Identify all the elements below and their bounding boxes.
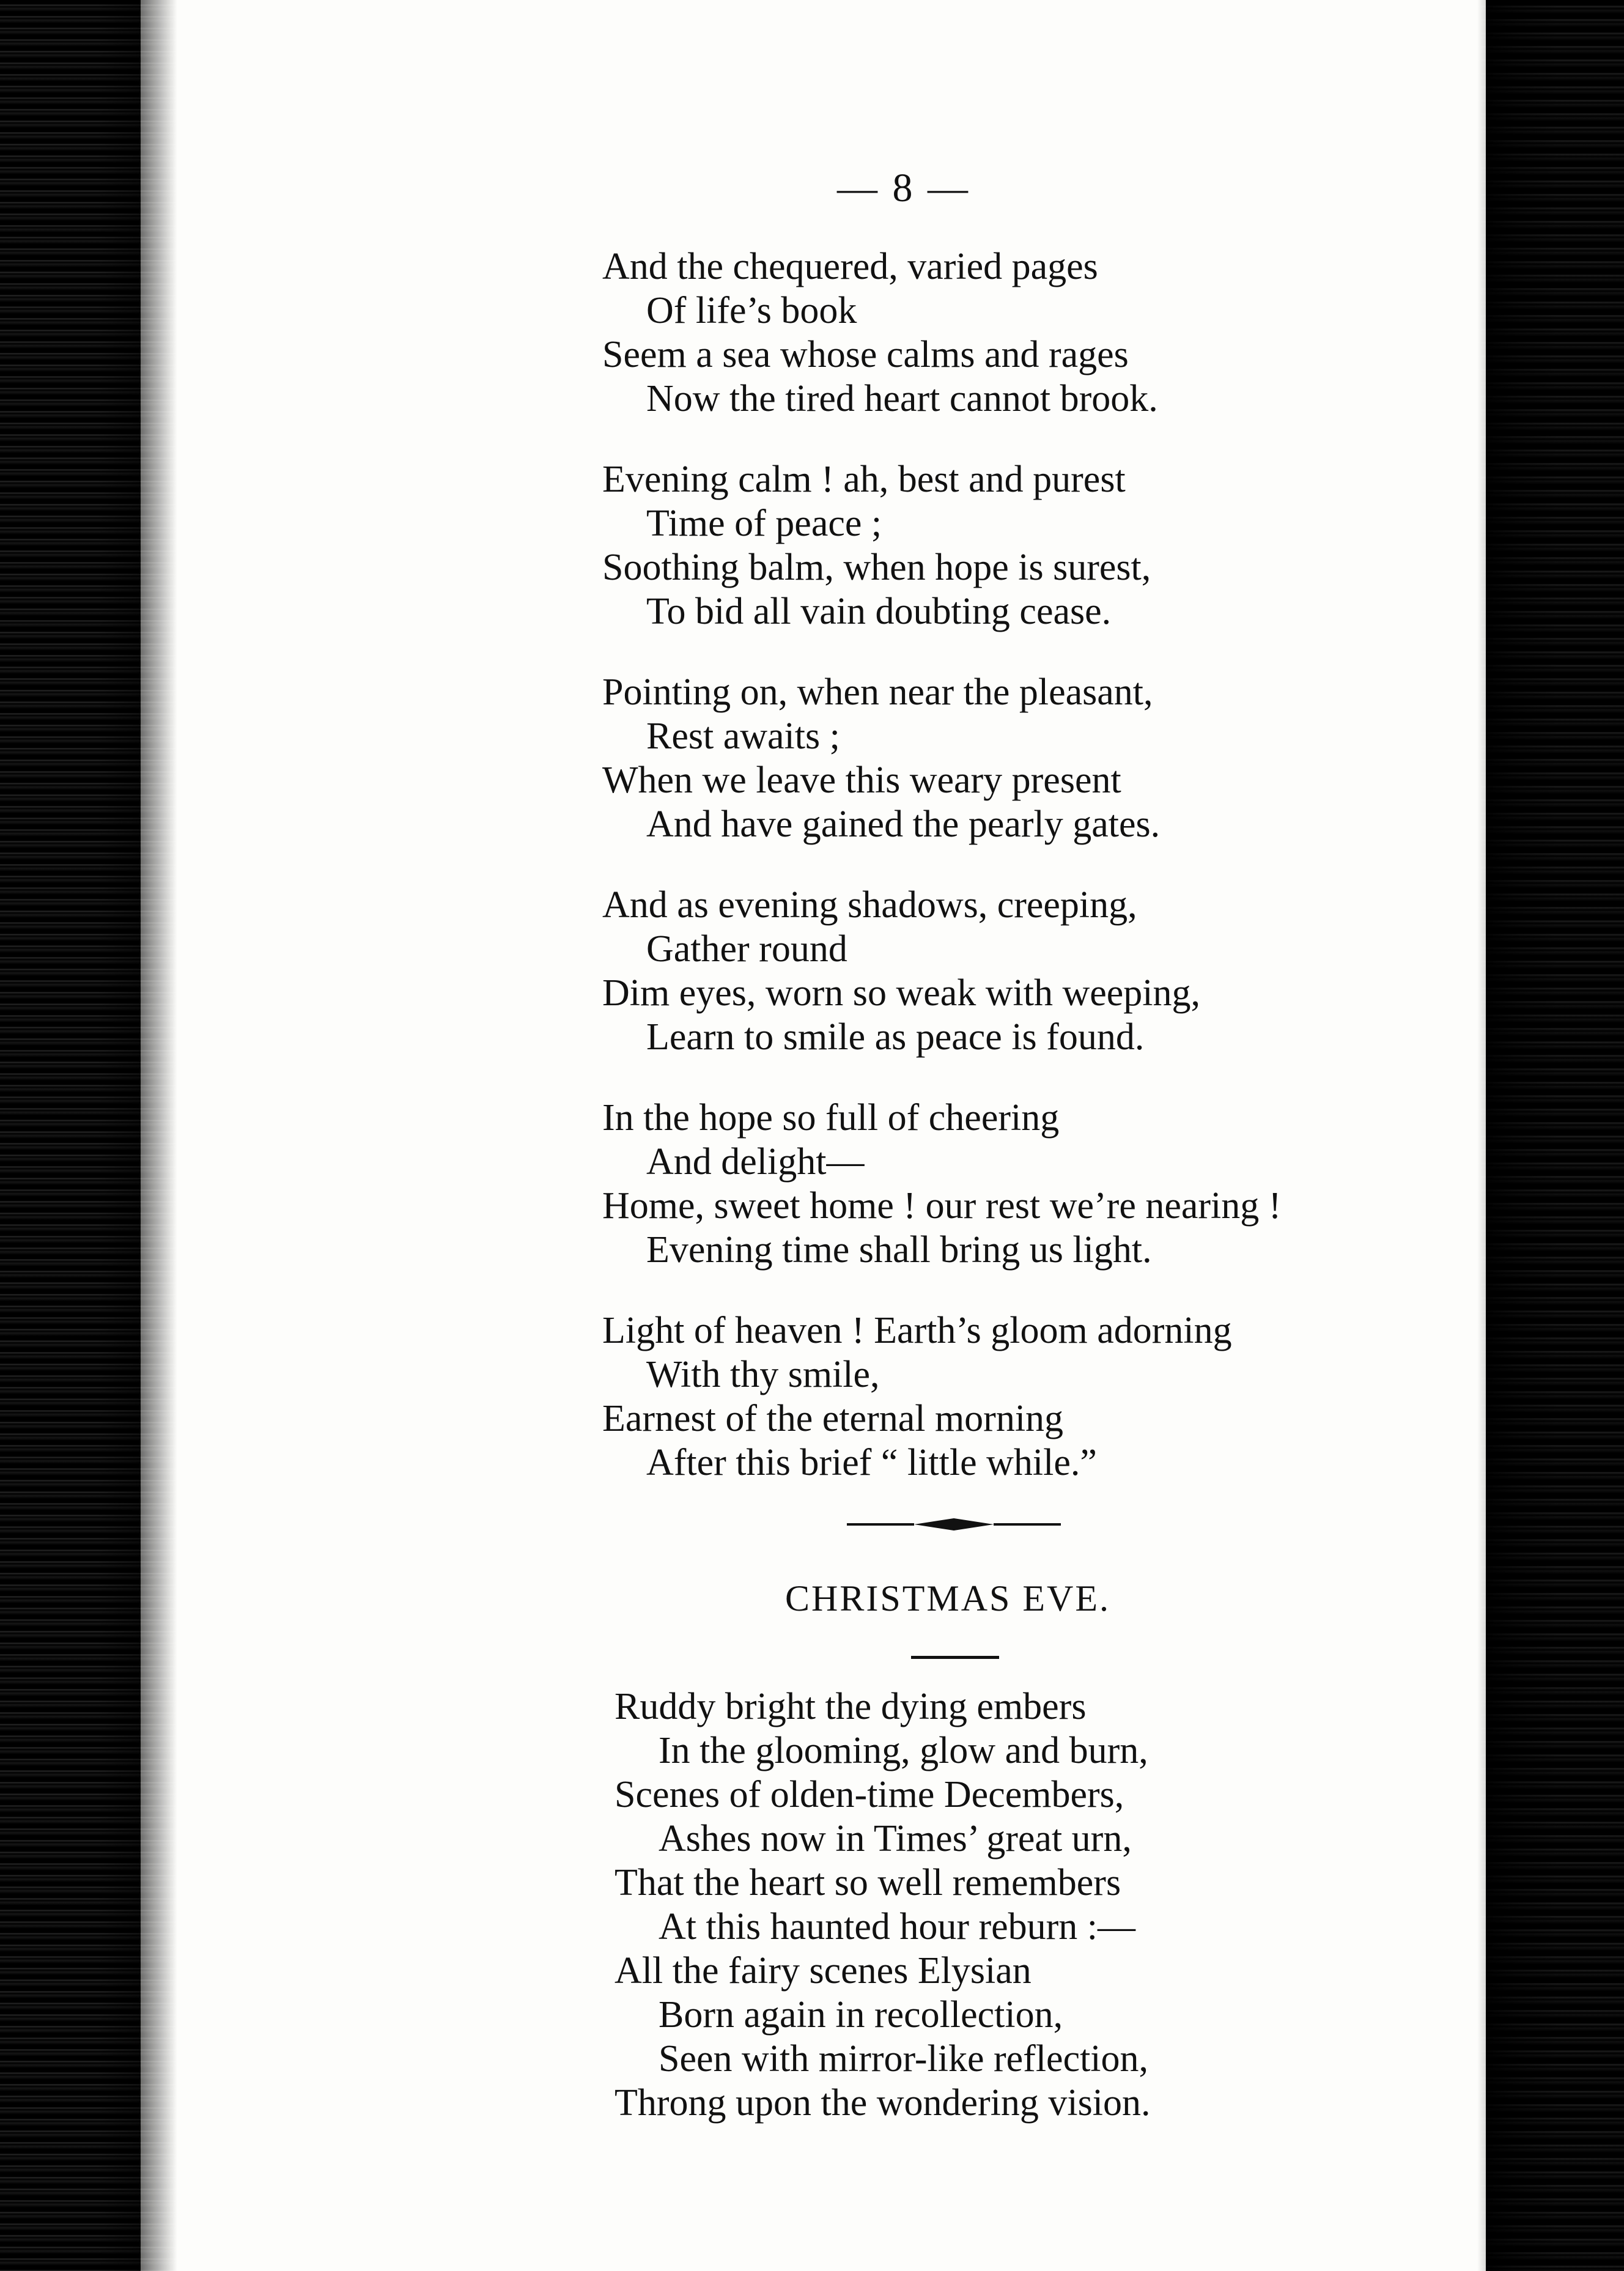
poem-line: Evening time shall bring us light. xyxy=(646,1229,1152,1271)
poem-line: Home, sweet home ! our rest we’re nearing ! xyxy=(602,1185,1282,1227)
page-number: — 8 — xyxy=(837,166,970,210)
right-scan-edge xyxy=(1477,0,1624,2271)
poem-line: In the glooming, glow and burn, xyxy=(659,1730,1148,1771)
poem-line: With thy smile, xyxy=(646,1354,880,1395)
section-divider-ornament xyxy=(847,1515,1061,1534)
poem-title: CHRISTMAS EVE. xyxy=(784,1578,1111,1619)
poem-line: All the fairy scenes Elysian xyxy=(615,1950,1032,1992)
poem-line: Now the tired heart cannot brook. xyxy=(646,378,1158,419)
poem-line: Throng upon the wondering vision. xyxy=(615,2082,1151,2124)
poem-line: After this brief “ little while.” xyxy=(646,1442,1097,1483)
poem-line: Soothing balm, when hope is surest, xyxy=(602,547,1151,588)
poem-line: Gather round xyxy=(646,928,847,970)
poem-line: And the chequered, varied pages xyxy=(602,246,1098,287)
left-scan-edge xyxy=(0,0,177,2271)
poem-line: To bid all vain doubting cease. xyxy=(646,591,1112,632)
poem-line: And delight— xyxy=(646,1141,865,1183)
poem-line: Evening calm ! ah, best and purest xyxy=(602,459,1126,500)
poem-line: Scenes of olden-time Decembers, xyxy=(615,1774,1124,1815)
poem-line: Earnest of the eternal morning xyxy=(602,1398,1064,1439)
poem-line: Pointing on, when near the pleasant, xyxy=(602,671,1153,713)
poem-line: And as evening shadows, creeping, xyxy=(602,884,1137,926)
stanza xyxy=(602,1309,1483,1485)
poem-line: Of life’s book xyxy=(646,290,857,331)
poem-continued xyxy=(602,245,1483,1521)
poem-line: Dim eyes, worn so weak with weeping, xyxy=(602,972,1201,1014)
stanza xyxy=(602,670,1483,846)
poem-line: Time of peace ; xyxy=(646,503,882,544)
poem-line: And have gained the pearly gates. xyxy=(646,803,1161,845)
poem-line: Ruddy bright the dying embers xyxy=(615,1686,1087,1727)
stanza xyxy=(602,1096,1483,1272)
stanza xyxy=(602,245,1483,421)
poem-line: Light of heaven ! Earth’s gloom adorning xyxy=(602,1310,1232,1351)
stanza xyxy=(602,883,1483,1059)
poem-line: When we leave this weary present xyxy=(602,759,1121,801)
poem-line: In the hope so full of cheering xyxy=(602,1097,1060,1139)
poem-line: That the heart so well remembers xyxy=(615,1862,1121,1904)
poem-line: Born again in recollection, xyxy=(659,1994,1063,2036)
poem-line: Learn to smile as peace is found. xyxy=(646,1016,1145,1058)
poem-line: Rest awaits ; xyxy=(646,715,840,757)
poem-line: Seem a sea whose calms and rages xyxy=(602,334,1129,375)
poem-line: Seen with mirror-like reflection, xyxy=(659,2038,1149,2080)
poem-christmas-eve xyxy=(615,1685,1495,2125)
title-rule xyxy=(911,1656,999,1659)
poem-line: At this haunted hour reburn :— xyxy=(659,1906,1136,1948)
stanza xyxy=(602,457,1483,633)
poem-line: Ashes now in Times’ great urn, xyxy=(659,1818,1132,1859)
